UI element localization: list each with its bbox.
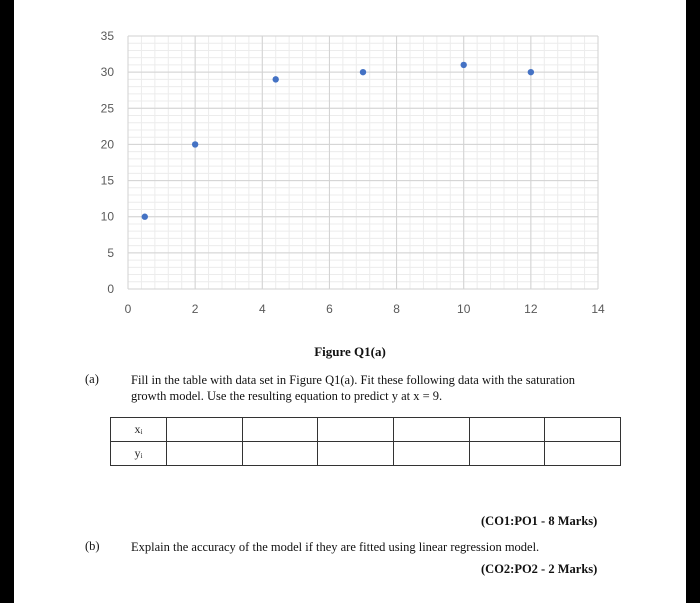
figure-caption: Figure Q1(a) — [314, 344, 386, 359]
table-cell[interactable] — [393, 442, 469, 466]
part-b-label: (b) — [85, 539, 100, 553]
scatter-chart — [14, 0, 686, 330]
x-tick-label: 8 — [393, 302, 400, 316]
data-point — [360, 69, 366, 75]
row-label-y: yᵢ — [111, 442, 167, 466]
x-tick-label: 2 — [191, 302, 199, 316]
y-tick-label: 25 — [100, 101, 114, 116]
data-point — [461, 62, 467, 68]
marks-b: (CO2:PO2 - 2 Marks) — [481, 562, 598, 576]
table-cell[interactable] — [318, 442, 394, 466]
y-tick-label: 35 — [100, 29, 114, 43]
table-cell[interactable] — [393, 418, 469, 442]
x-tick-label: 12 — [524, 302, 538, 316]
document-page — [14, 0, 686, 603]
y-axis-ticks — [101, 29, 115, 296]
table-cell[interactable] — [469, 442, 545, 466]
x-tick-label: 6 — [326, 302, 333, 316]
part-b-text: Explain the accuracy of the model if they are fitted using linear regression model. — [131, 540, 540, 554]
data-point — [142, 214, 148, 220]
y-tick-label: 15 — [100, 173, 114, 188]
x-axis-ticks — [125, 302, 605, 316]
table-cell[interactable] — [469, 418, 545, 442]
part-a-line1: Fill in the table with data set in Figure Q1(a). Fit these following data with the saturation — [131, 373, 576, 387]
y-tick-label: 0 — [107, 282, 114, 296]
table-cell[interactable] — [167, 418, 243, 442]
table-row — [111, 418, 621, 442]
x-tick-label: 4 — [258, 302, 266, 316]
y-tick-label: 10 — [100, 209, 114, 224]
table-cell[interactable] — [167, 442, 243, 466]
y-tick-label: 20 — [100, 137, 114, 152]
y-tick-label: 5 — [107, 245, 114, 260]
table-cell[interactable] — [318, 418, 394, 442]
x-tick-label: 0 — [124, 302, 132, 316]
x-tick-label: 10 — [457, 302, 471, 316]
data-point — [528, 69, 534, 75]
data-point — [192, 141, 198, 147]
data-point — [273, 76, 279, 82]
table-row — [111, 442, 621, 466]
part-a-line2: growth model. Use the resulting equation to predict y at x = 9. — [131, 389, 443, 403]
marks-a: (CO1:PO1 - 8 Marks) — [481, 514, 598, 528]
row-label-x: xᵢ — [111, 418, 167, 442]
y-tick-label: 30 — [100, 65, 114, 80]
table-cell[interactable] — [242, 442, 318, 466]
data-points — [142, 62, 534, 220]
table-cell[interactable] — [545, 442, 621, 466]
data-table — [110, 417, 621, 466]
part-a-label: (a) — [85, 372, 99, 386]
x-tick-label: 14 — [591, 302, 605, 316]
table-cell[interactable] — [242, 418, 318, 442]
table-cell[interactable] — [545, 418, 621, 442]
